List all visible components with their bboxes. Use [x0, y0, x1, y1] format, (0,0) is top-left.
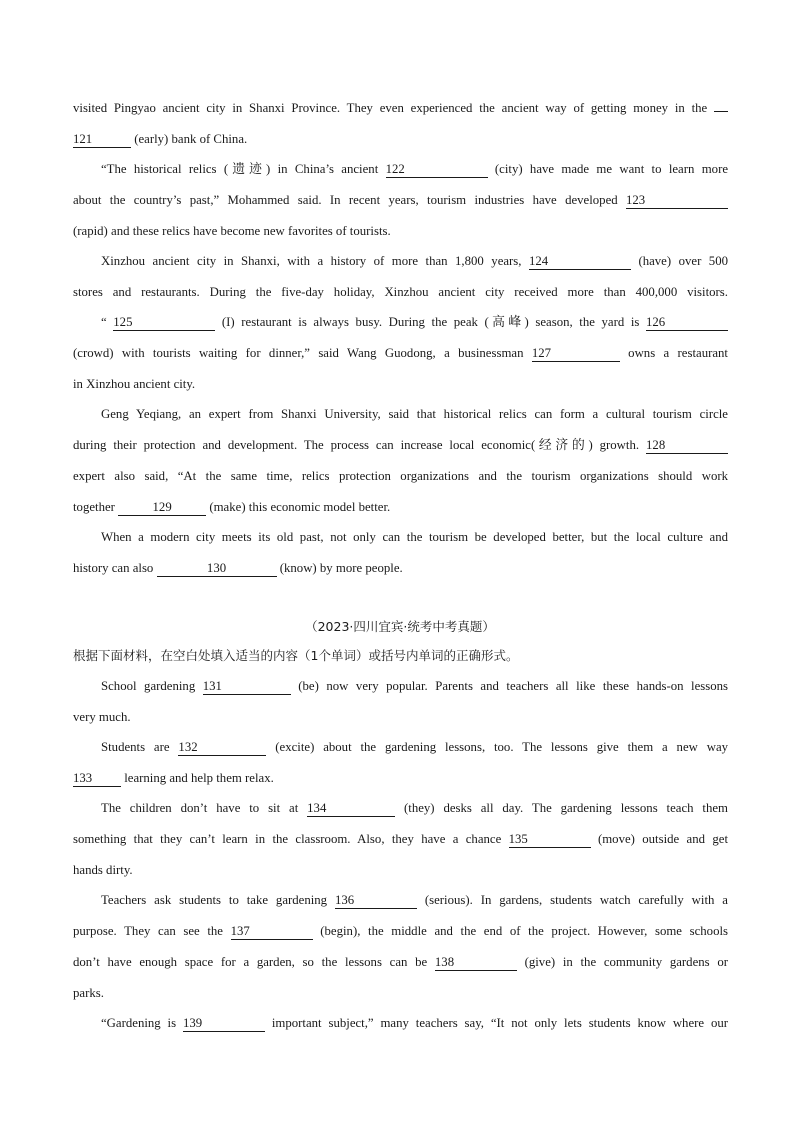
passage-line — [73, 99, 728, 117]
text-segment: purpose. They can see the — [73, 924, 223, 938]
passage-line — [101, 252, 728, 270]
text-segment: School gardening — [101, 679, 196, 693]
answer-blank: 123 — [626, 193, 728, 209]
text-segment: expert also said, “At the same time, relics protection organizations and the tourism organizations should work — [73, 469, 728, 483]
text-segment: about the country’s past,” Mohammed said. In recent years, tourism industries have developed — [73, 193, 618, 207]
instruction-text: 根据下面材料，在空白处填入适当的内容（1个单词）或括号内单词的正确形式。 — [73, 648, 519, 663]
answer-blank: 137 — [231, 924, 313, 940]
text-segment: (rapid) and these relics have become new favorites of tourists. — [73, 224, 391, 238]
answer-blank: 136 — [335, 893, 417, 909]
answer-blank: 121 — [73, 132, 131, 148]
text-segment: parks. — [73, 986, 104, 1000]
answer-blank: 138 — [435, 955, 517, 971]
passage-line — [101, 1014, 728, 1032]
passage-line — [73, 861, 728, 879]
text-segment: When a modern city meets its old past, not only can the tourism be developed better, but the local culture and — [101, 530, 728, 544]
answer-blank: 132 — [178, 740, 266, 756]
passage-line — [73, 222, 728, 240]
text-segment: history can also — [73, 561, 154, 575]
text-segment: (serious). In gardens, students watch carefully with a — [424, 893, 728, 907]
passage-line — [101, 313, 728, 331]
passage-line — [73, 130, 728, 148]
passage-line — [101, 891, 728, 909]
answer-blank: 125 — [113, 315, 215, 331]
text-segment: don’t have enough space for a garden, so the lessons can be — [73, 955, 428, 969]
text-segment: (be) now very popular. Parents and teachers all like these hands-on lessons — [298, 679, 729, 693]
passage-line — [73, 191, 728, 209]
text-segment: hands dirty. — [73, 863, 133, 877]
passage-line — [73, 559, 728, 577]
passage-line — [101, 528, 728, 546]
text-segment: (city) have made me want to learn more — [494, 162, 729, 176]
answer-blank: 134 — [307, 801, 395, 817]
passage-line — [73, 769, 728, 787]
passage-line — [73, 984, 728, 1002]
answer-blank: 126 — [646, 315, 728, 331]
text-segment: (excite) about the gardening lessons, too. The lessons give them a new way — [275, 740, 729, 754]
answer-blank: 139 — [183, 1016, 265, 1032]
text-segment: during their protection and development. The process can increase local economic(经济的) growth. — [73, 438, 640, 452]
passage-line — [73, 375, 728, 393]
text-segment: “ — [101, 315, 107, 329]
passage-line — [101, 160, 728, 178]
answer-blank: 131 — [203, 679, 291, 695]
passage-line — [101, 405, 728, 423]
text-segment: owns a restaurant — [628, 346, 728, 360]
text-segment: Students are — [101, 740, 170, 754]
passage-line — [101, 677, 728, 695]
passage-line — [73, 922, 728, 940]
passage-line — [73, 283, 728, 301]
answer-blank: 129 — [118, 500, 206, 516]
answer-blank: 127 — [532, 346, 620, 362]
text-segment: (give) in the community gardens or — [524, 955, 728, 969]
text-segment: (know) by more people. — [279, 561, 403, 575]
text-segment: something that they can’t learn in the classroom. Also, they have a chance — [73, 832, 502, 846]
passage-line — [73, 436, 728, 454]
text-segment: Geng Yeqiang, an expert from Shanxi University, said that historical relics can form a cultural tourism circle — [101, 407, 728, 421]
answer-blank: 130 — [157, 561, 277, 577]
passage-line — [73, 830, 728, 848]
text-segment: (early) bank of China. — [134, 132, 248, 146]
passage-line — [73, 708, 728, 726]
text-segment: stores and restaurants. During the five-day holiday, Xinzhou ancient city received more than 400,000 visitors. — [73, 285, 728, 299]
text-segment: (have) over 500 — [638, 254, 728, 268]
passage-line — [101, 799, 728, 817]
answer-blank: 135 — [509, 832, 591, 848]
text-segment: (move) outside and get — [597, 832, 728, 846]
source-caption: （2023·四川宜宾·统考中考真题） — [305, 619, 495, 634]
text-segment: learning and help them relax. — [124, 771, 274, 785]
text-segment: together — [73, 500, 115, 514]
text-segment: (begin), the middle and the end of the project. However, some schools — [320, 924, 728, 938]
text-segment: The children don’t have to sit at — [101, 801, 299, 815]
text-segment: (make) this economic model better. — [209, 500, 391, 514]
text-segment: in Xinzhou ancient city. — [73, 377, 196, 391]
text-segment: (I) restaurant is always busy. During the peak (高峰) season, the yard is — [221, 315, 640, 329]
answer-blank: 124 — [529, 254, 631, 270]
answer-blank: 128 — [646, 438, 728, 454]
passage-line — [73, 498, 728, 516]
answer-blank — [714, 111, 728, 112]
text-segment: (crowd) with tourists waiting for dinner,” said Wang Guodong, a businessman — [73, 346, 524, 360]
passage-line — [101, 738, 728, 756]
text-segment: (they) desks all day. The gardening lessons teach them — [404, 801, 728, 815]
passage-line — [73, 953, 728, 971]
text-segment: Xinzhou ancient city in Shanxi, with a history of more than 1,800 years, — [101, 254, 522, 268]
passage-line — [73, 467, 728, 485]
text-segment: very much. — [73, 710, 131, 724]
text-segment: “The historical relics (遗迹) in China’s ancient — [101, 162, 379, 176]
passage-line — [73, 344, 728, 362]
text-segment: “Gardening is — [101, 1016, 177, 1030]
text-segment: visited Pingyao ancient city in Shanxi Province. They even experienced the ancient way of getting money in the — [73, 101, 708, 115]
text-segment: Teachers ask students to take gardening — [101, 893, 328, 907]
answer-blank: 133 — [73, 771, 121, 787]
answer-blank: 122 — [386, 162, 488, 178]
text-segment: important subject,” many teachers say, “It not only lets students know where our — [271, 1016, 729, 1030]
